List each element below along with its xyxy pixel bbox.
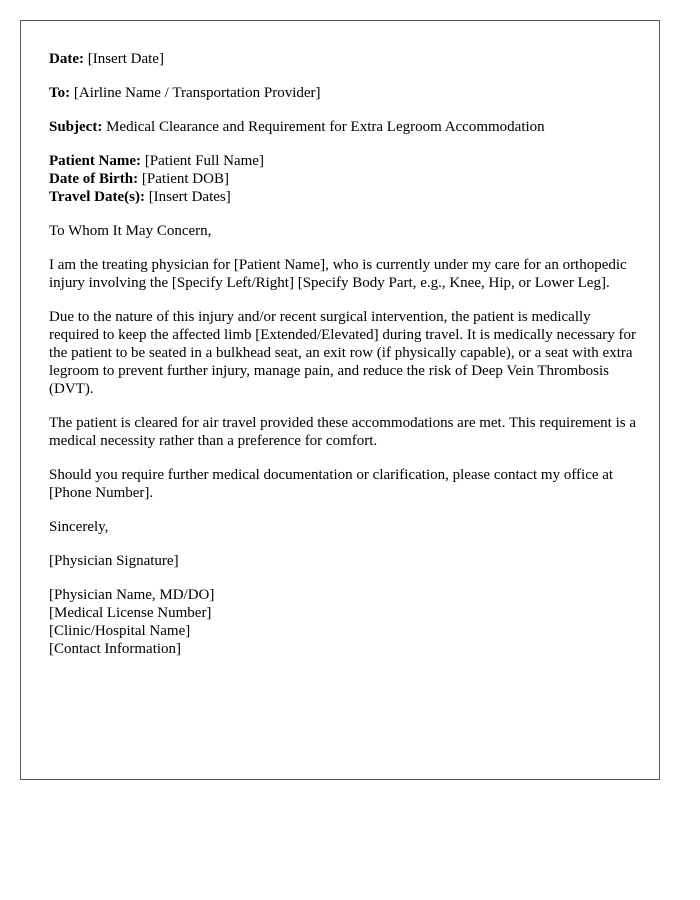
travel-dates-value: [Insert Dates] (148, 189, 231, 205)
subject-value: Medical Clearance and Requirement for Extra Legroom Accommodation (106, 119, 545, 135)
salutation: To Whom It May Concern, (49, 223, 212, 239)
patient-name-value: [Patient Full Name] (144, 153, 264, 169)
subject-label: Subject: (49, 119, 103, 135)
to-value: [Airline Name / Transportation Provider] (73, 85, 321, 101)
paragraph-contact: Should you require further medical documentation or clarification, please contact my office at [Phone Number]. (49, 467, 614, 501)
clinic-name: [Clinic/Hospital Name] (49, 623, 191, 639)
to-label: To: (49, 85, 71, 101)
signature: [Physician Signature] (49, 553, 179, 569)
license-number: [Medical License Number] (49, 605, 212, 621)
dob-value: [Patient DOB] (141, 171, 229, 187)
patient-name-label: Patient Name: (49, 153, 142, 169)
dob-label: Date of Birth: (49, 171, 139, 187)
to-line (49, 84, 639, 102)
patient-info (49, 152, 639, 206)
paragraph-diagnosis: I am the treating physician for [Patient Name], who is currently under my care for an orthopedic injury involving the [Specify Left/Right] [Specify Body Part, e.g., Knee, Hip, or Lower Leg]. (49, 257, 627, 291)
paragraph-clearance: The patient is cleared for air travel provided these accommodations are met. This requirement is a medical necessity rather than a preference for comfort. (49, 415, 636, 449)
date-value: [Insert Date] (87, 51, 164, 67)
letter-page (20, 20, 660, 780)
date-label: Date: (49, 51, 84, 67)
contact-info: [Contact Information] (49, 641, 182, 657)
subject-line (49, 118, 639, 136)
physician-name: [Physician Name, MD/DO] (49, 587, 215, 603)
physician-block (49, 586, 639, 658)
letter-content (49, 50, 639, 674)
travel-dates-label: Travel Date(s): (49, 189, 145, 205)
closing: Sincerely, (49, 519, 109, 535)
date-line (49, 50, 639, 68)
paragraph-requirement: Due to the nature of this injury and/or recent surgical intervention, the patient is medically required to keep the affected limb [Extended/Elevated] during travel. It is medically necessary for the patient to be seated in a bulkhead seat, an exit row (if physically capable), or a seat with extra legroom to prevent further injury, manage pain, and reduce the risk of Deep Vein Thrombosis (DVT). (49, 309, 636, 397)
